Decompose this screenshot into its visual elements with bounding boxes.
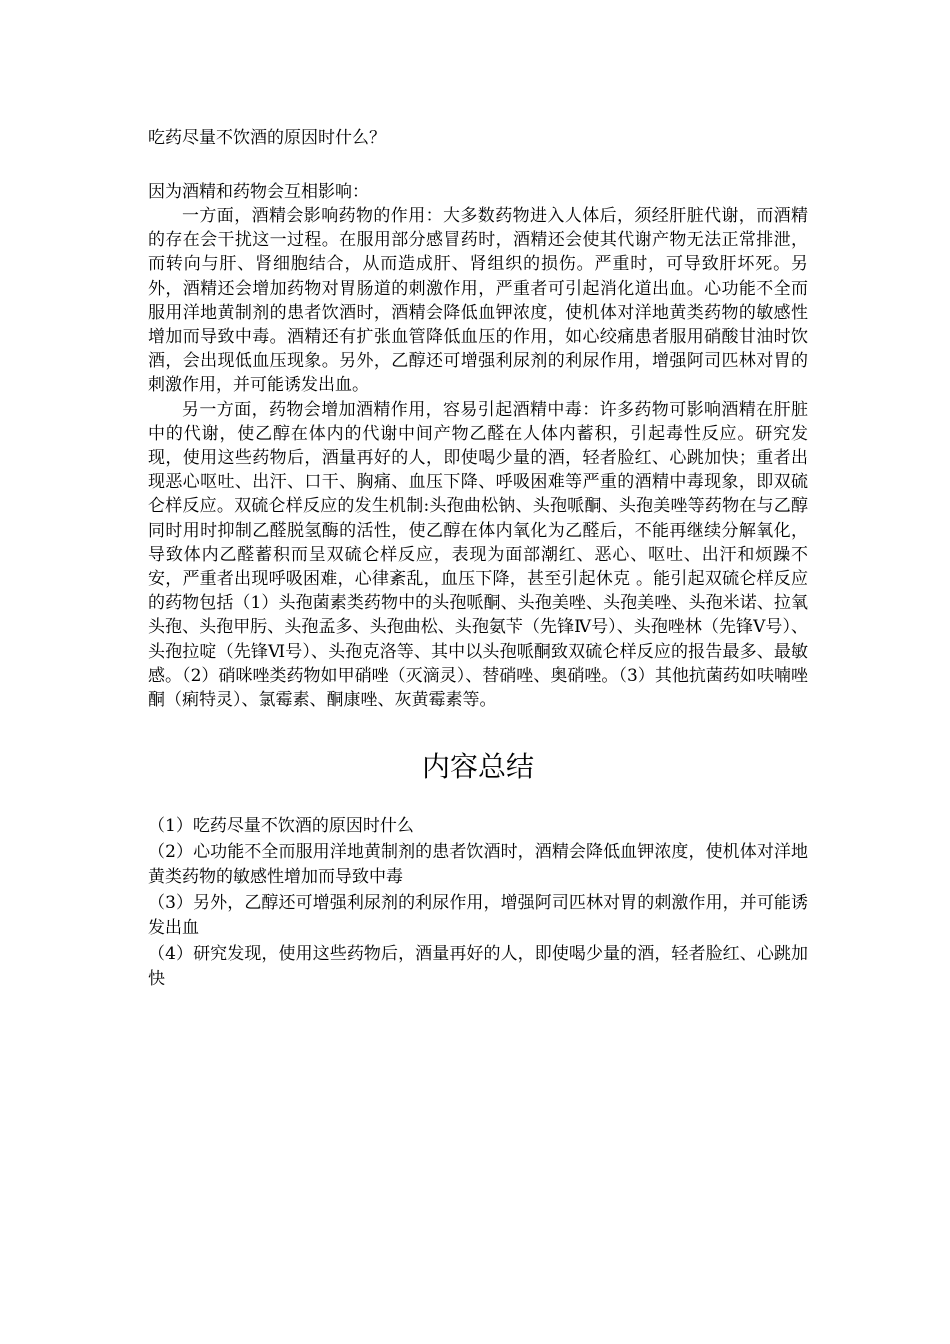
summary-item: （4）研究发现，使用这些药物后，酒量再好的人，即使喝少量的酒，轻者脸红、心跳加快	[148, 943, 808, 990]
document-page	[148, 126, 808, 993]
summary-list	[148, 814, 808, 993]
intro-line: 因为酒精和药物会互相影响：	[148, 182, 369, 202]
summary-item: （1）吃药尽量不饮酒的原因时什么	[148, 816, 414, 837]
summary-item: （3）另外，乙醇还可增强利尿剂的利尿作用，增强阿司匹林对胃的刺激作用，并可能诱发出血	[148, 892, 808, 939]
paragraph-drugs-affect-alcohol: 另一方面，药物会增加酒精作用，容易引起酒精中毒：许多药物可影响酒精在肝脏中的代谢，使乙醇在体内的代谢中间产物乙醛在人体内蓄积，引起毒性反应。研究发现，使用这些药物后，酒量再好的人，即使喝少量的酒，轻者脸红、心跳加快；重者出现恶心呕吐、出汗、口干、胸痛、血压下降、呼吸困难等严重的酒精中毒现象，即双硫仑样反应。双硫仑样反应的发生机制:头孢曲松钠、头孢哌酮、头孢美唑等药物在与乙醇同时用时抑制乙醛脱氢酶的活性，使乙醇在体内氧化为乙醛后，不能再继续分解氧化，导致体内乙醛蓄积而呈双硫仑样反应，表现为面部潮红、恶心、呕吐、出汗和烦躁不安，严重者出现呼吸困难，心律紊乱，血压下降，甚至引起休克 。能引起双硫仑样反应的药物包括（1）头孢菌素类药物中的头孢哌酮、头孢美唑、头孢美唑、头孢米诺、拉氧头孢、头孢甲肟、头孢孟多、头孢曲松、头孢氨苄（先锋Ⅳ号）、头孢唑林（先锋Ⅴ号）、头孢拉啶（先锋Ⅵ号）、头孢克洛等、其中以头孢哌酮致双硫仑样反应的报告最多、最敏感。（2）硝咪唑类药物如甲硝唑（灭滴灵）、替硝唑、奥硝唑。（3）其他抗菌药如呋喃唑酮（痢特灵）、氯霉素、酮康唑、灰黄霉素等。	[148, 399, 808, 711]
summary-heading: 内容总结	[421, 750, 534, 784]
summary-item: （2）心功能不全而服用洋地黄制剂的患者饮酒时，酒精会降低血钾浓度，使机体对洋地黄类药物的敏感性增加而导致中毒	[148, 841, 808, 888]
document-title: 吃药尽量不饮酒的原因时什么？	[148, 128, 386, 148]
paragraph-alcohol-affects-drugs: 一方面，酒精会影响药物的作用：大多数药物进入人体后，须经肝脏代谢，而酒精的存在会干扰这一过程。在服用部分感冒药时，酒精还会使其代谢产物无法正常排泄，而转向与肝、肾细胞结合，从而造成肝、肾组织的损伤。严重时，可导致肝坏死。另外，酒精还会增加药物对胃肠道的刺激作用，严重者可引起消化道出血。心功能不全而服用洋地黄制剂的患者饮酒时，酒精会降低血钾浓度，使机体对洋地黄类药物的敏感性增加而导致中毒。酒精还有扩张血管降低血压的作用，如心绞痛患者服用硝酸甘油时饮酒，会出现低血压现象。另外，乙醇还可增强利尿剂的利尿作用，增强阿司匹林对胃的刺激作用，并可能诱发出血。	[148, 206, 808, 396]
